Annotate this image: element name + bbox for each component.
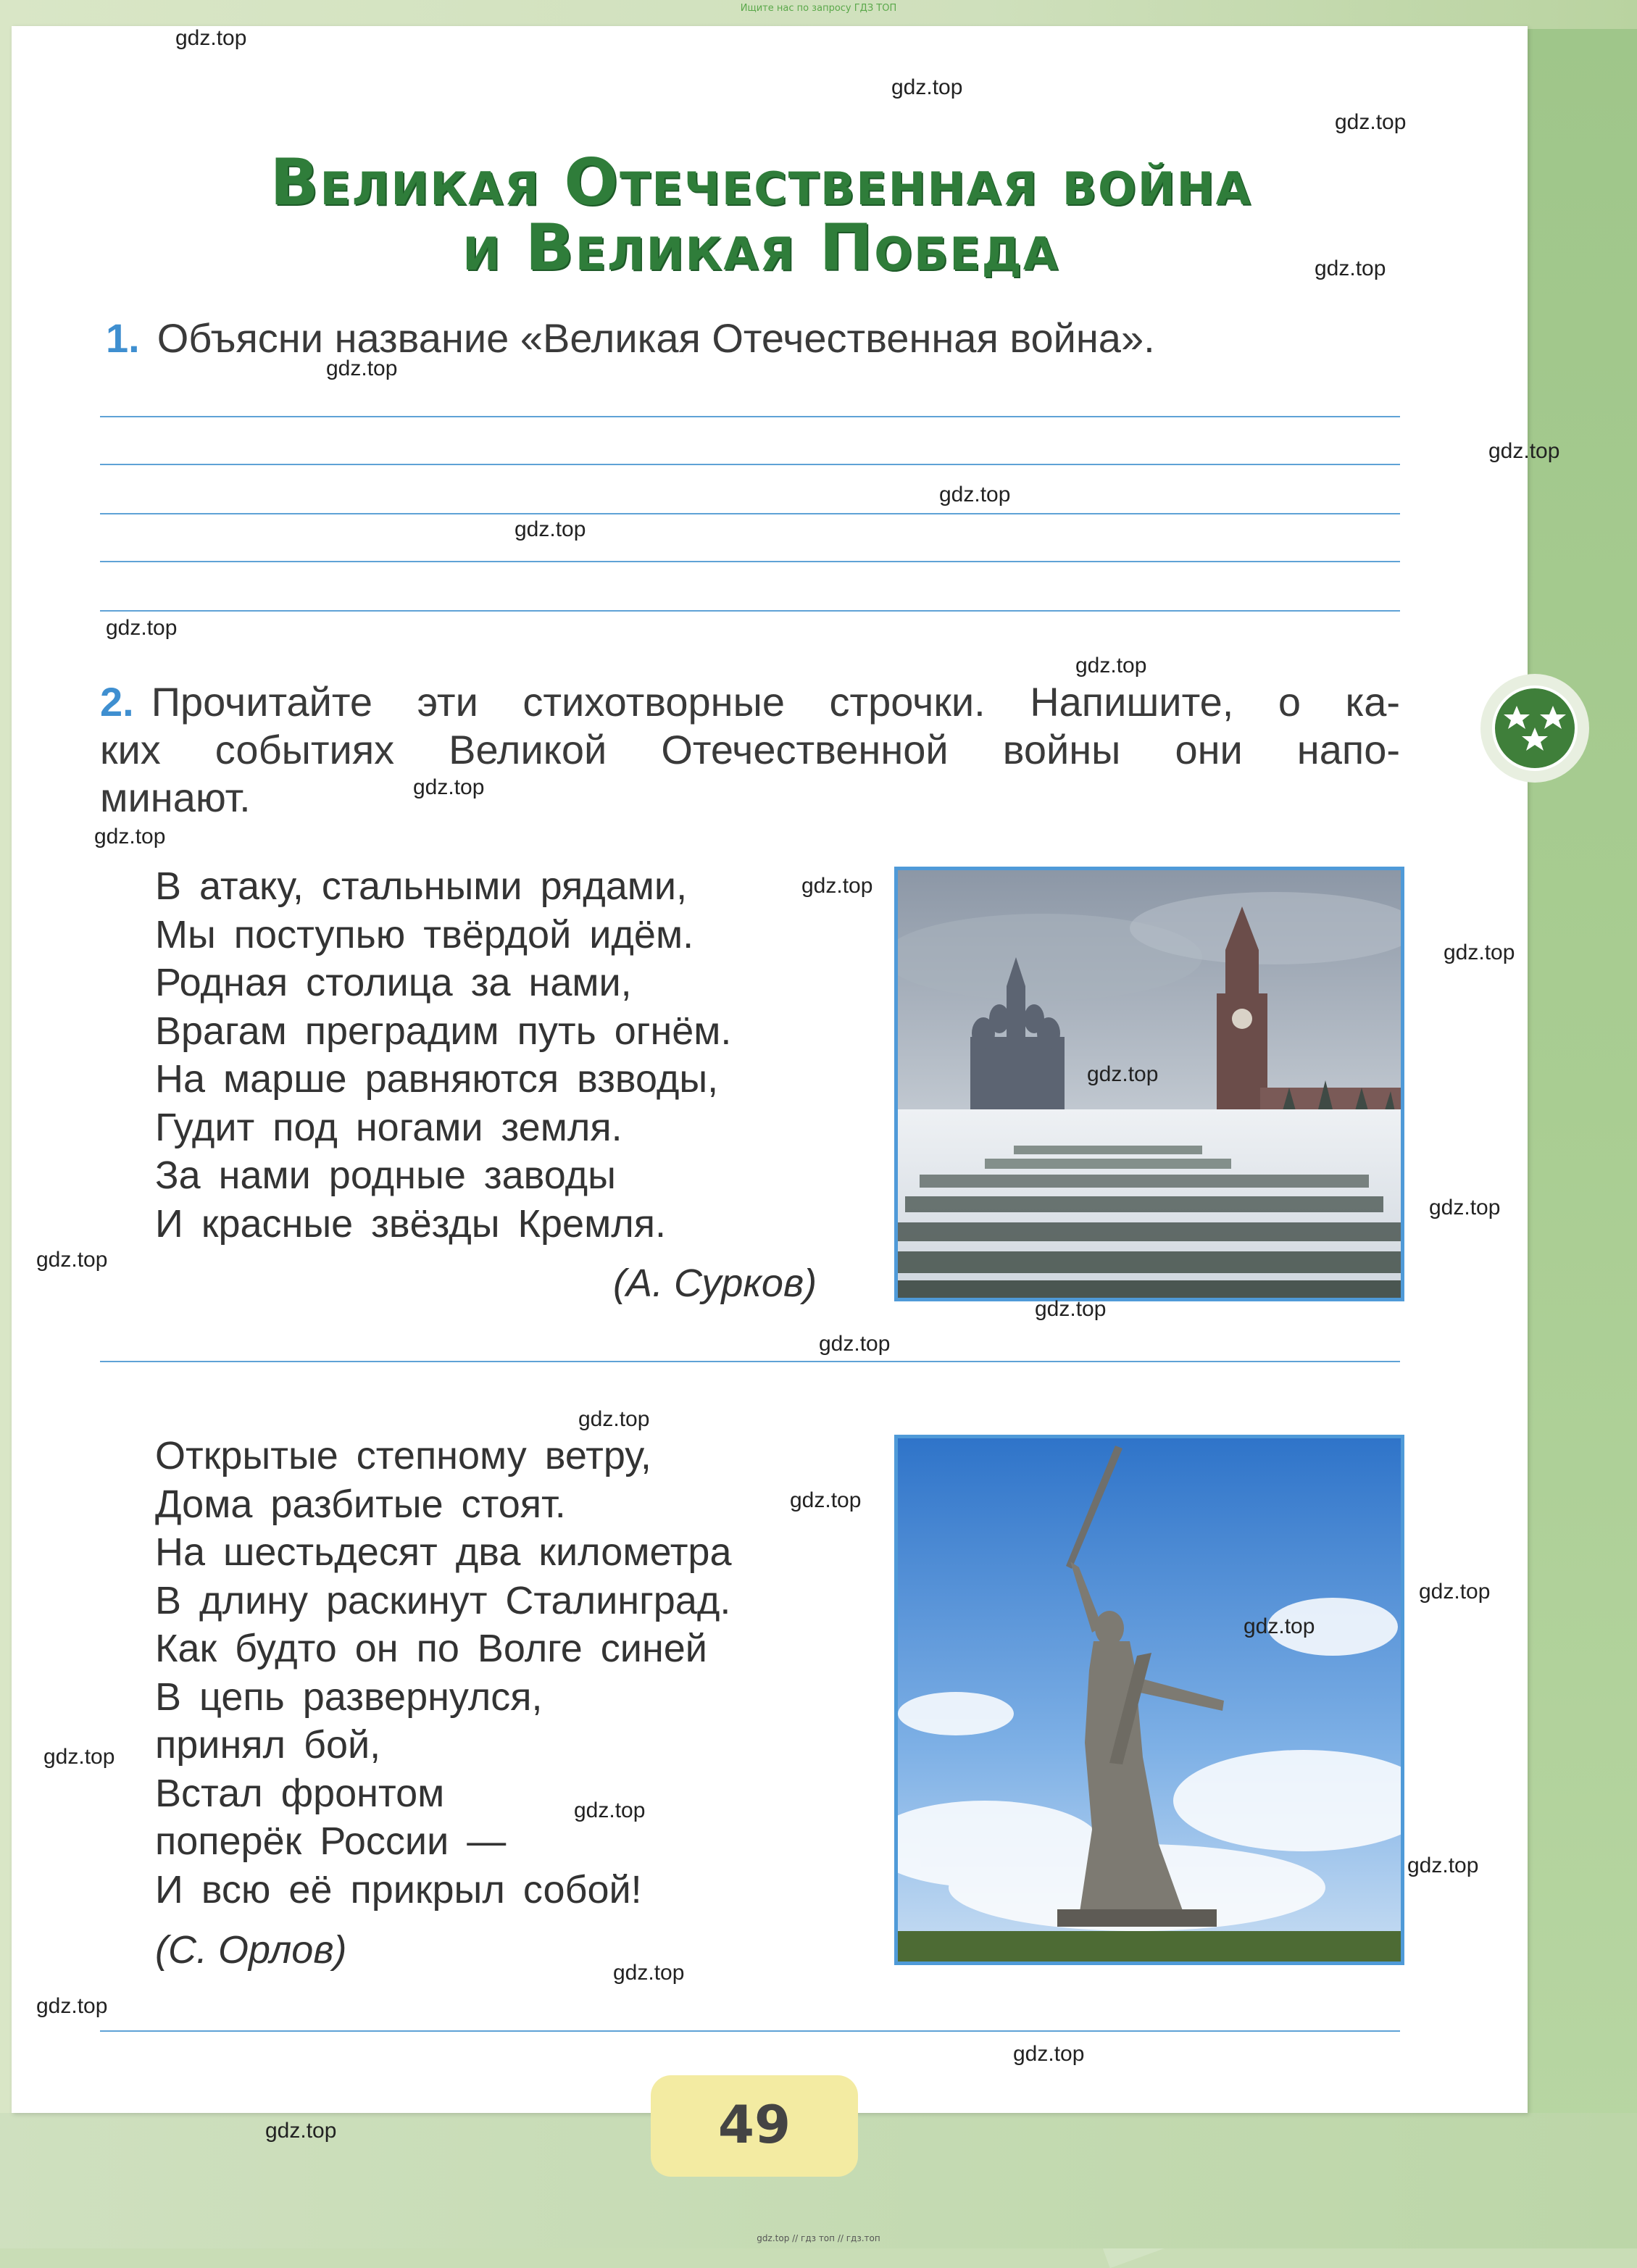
- poem-line: В атаку, стальными рядами,: [155, 864, 688, 908]
- watermark: gdz.top: [43, 1745, 115, 1769]
- watermark: gdz.top: [1075, 654, 1147, 678]
- answer-line[interactable]: [100, 1361, 1400, 1362]
- poem-line: За нами родные заводы: [155, 1154, 616, 1197]
- task-1-number: 1.: [106, 315, 140, 361]
- watermark: gdz.top: [36, 1248, 108, 1272]
- watermark: gdz.top: [801, 874, 873, 898]
- poem-line: Дома разбитые стоят.: [155, 1482, 566, 1526]
- watermark: gdz.top: [574, 1798, 646, 1822]
- poem-2: [155, 1432, 732, 1914]
- watermark: gdz.top: [1087, 1062, 1159, 1086]
- poem-1: [155, 862, 731, 1248]
- watermark: gdz.top: [106, 616, 178, 640]
- motherland-calls-image: [894, 1435, 1404, 1965]
- poem-2-author: (С. Орлов): [155, 1928, 347, 1972]
- poem-line: Мы поступью твёрдой идём.: [155, 912, 694, 956]
- poem-line: В длину раскинут Сталинград.: [155, 1578, 731, 1622]
- poem-line: На шестьдесят два километра: [155, 1530, 732, 1574]
- watermark: gdz.top: [613, 1961, 685, 1985]
- answer-line[interactable]: [100, 416, 1400, 417]
- poem-line: Как будто он по Волге синей: [155, 1627, 707, 1670]
- watermark: gdz.top: [1444, 941, 1515, 964]
- answer-line[interactable]: [100, 2030, 1400, 2032]
- watermark: gdz.top: [819, 1332, 891, 1356]
- answer-line[interactable]: [100, 561, 1400, 562]
- watermark: gdz.top: [1419, 1580, 1491, 1604]
- page-title-line2: и Великая Победа: [462, 210, 1059, 285]
- poem-line: Открытые степному ветру,: [155, 1434, 651, 1477]
- poem-line: Встал фронтом: [155, 1771, 445, 1815]
- answer-line[interactable]: [100, 464, 1400, 465]
- task-2-line: 2. Прочитайте эти стихотворные строчки. Напишите, о ка-: [100, 679, 1400, 725]
- watermark: gdz.top: [1407, 1854, 1479, 1877]
- task-2-line: ких событиях Великой Отечественной войны они напо-: [100, 727, 1400, 772]
- watermark: gdz.top: [265, 2119, 337, 2143]
- poem-line: И всю её прикрыл собой!: [155, 1867, 642, 1911]
- task-2-line: минают.: [100, 775, 251, 820]
- watermark: gdz.top: [1335, 110, 1407, 134]
- poem-line: Гудит под ногами земля.: [155, 1105, 622, 1149]
- motherland-calls-illustration: [898, 1438, 1401, 1961]
- footer-note: gdz.top // гдз топ // гдз.топ: [757, 2233, 880, 2243]
- page-title-line1: Великая Отечественная война: [270, 145, 1252, 220]
- task-1: [106, 314, 1410, 362]
- task-2: [100, 678, 1404, 822]
- answer-line[interactable]: [100, 610, 1400, 612]
- header-note: Ищите нас по запросу ГДЗ ТОП: [740, 3, 897, 14]
- watermark: gdz.top: [1488, 439, 1560, 463]
- watermark: gdz.top: [1013, 2042, 1085, 2066]
- watermark: gdz.top: [413, 775, 485, 799]
- poem-line: принял бой,: [155, 1723, 381, 1767]
- task-2-number: 2.: [100, 679, 134, 725]
- watermark: gdz.top: [326, 357, 398, 380]
- poem-line: И красные звёзды Кремля.: [155, 1201, 666, 1246]
- poem-1-author: (А. Сурков): [613, 1262, 817, 1305]
- poem-line: Врагам преградим путь огнём.: [155, 1009, 732, 1053]
- star-icon: [1495, 688, 1575, 768]
- page-number: 49: [717, 2094, 791, 2155]
- task-1-text: Объясни название «Великая Отечественная война».: [157, 315, 1155, 361]
- watermark: gdz.top: [939, 483, 1011, 506]
- watermark: gdz.top: [1315, 257, 1386, 280]
- stars-badge: [1480, 674, 1589, 783]
- poem-line: На марше равняются взводы,: [155, 1057, 719, 1101]
- answer-line[interactable]: [100, 513, 1400, 514]
- poem-line: Родная столица за нами,: [155, 961, 632, 1004]
- poem-line: поперёк России —: [155, 1819, 507, 1863]
- watermark: gdz.top: [94, 825, 166, 849]
- right-green-strip: [1528, 29, 1637, 2174]
- watermark: gdz.top: [1429, 1196, 1501, 1220]
- stars-badge-inner: [1492, 685, 1578, 771]
- watermark: gdz.top: [1244, 1614, 1315, 1638]
- poem-line: В цепь развернулся,: [155, 1675, 543, 1719]
- watermark: gdz.top: [891, 75, 963, 99]
- watermark: gdz.top: [175, 26, 247, 50]
- watermark: gdz.top: [1035, 1297, 1107, 1321]
- watermark: gdz.top: [578, 1407, 650, 1431]
- watermark: gdz.top: [515, 517, 586, 541]
- watermark: gdz.top: [790, 1488, 862, 1512]
- watermark: gdz.top: [36, 1994, 108, 2018]
